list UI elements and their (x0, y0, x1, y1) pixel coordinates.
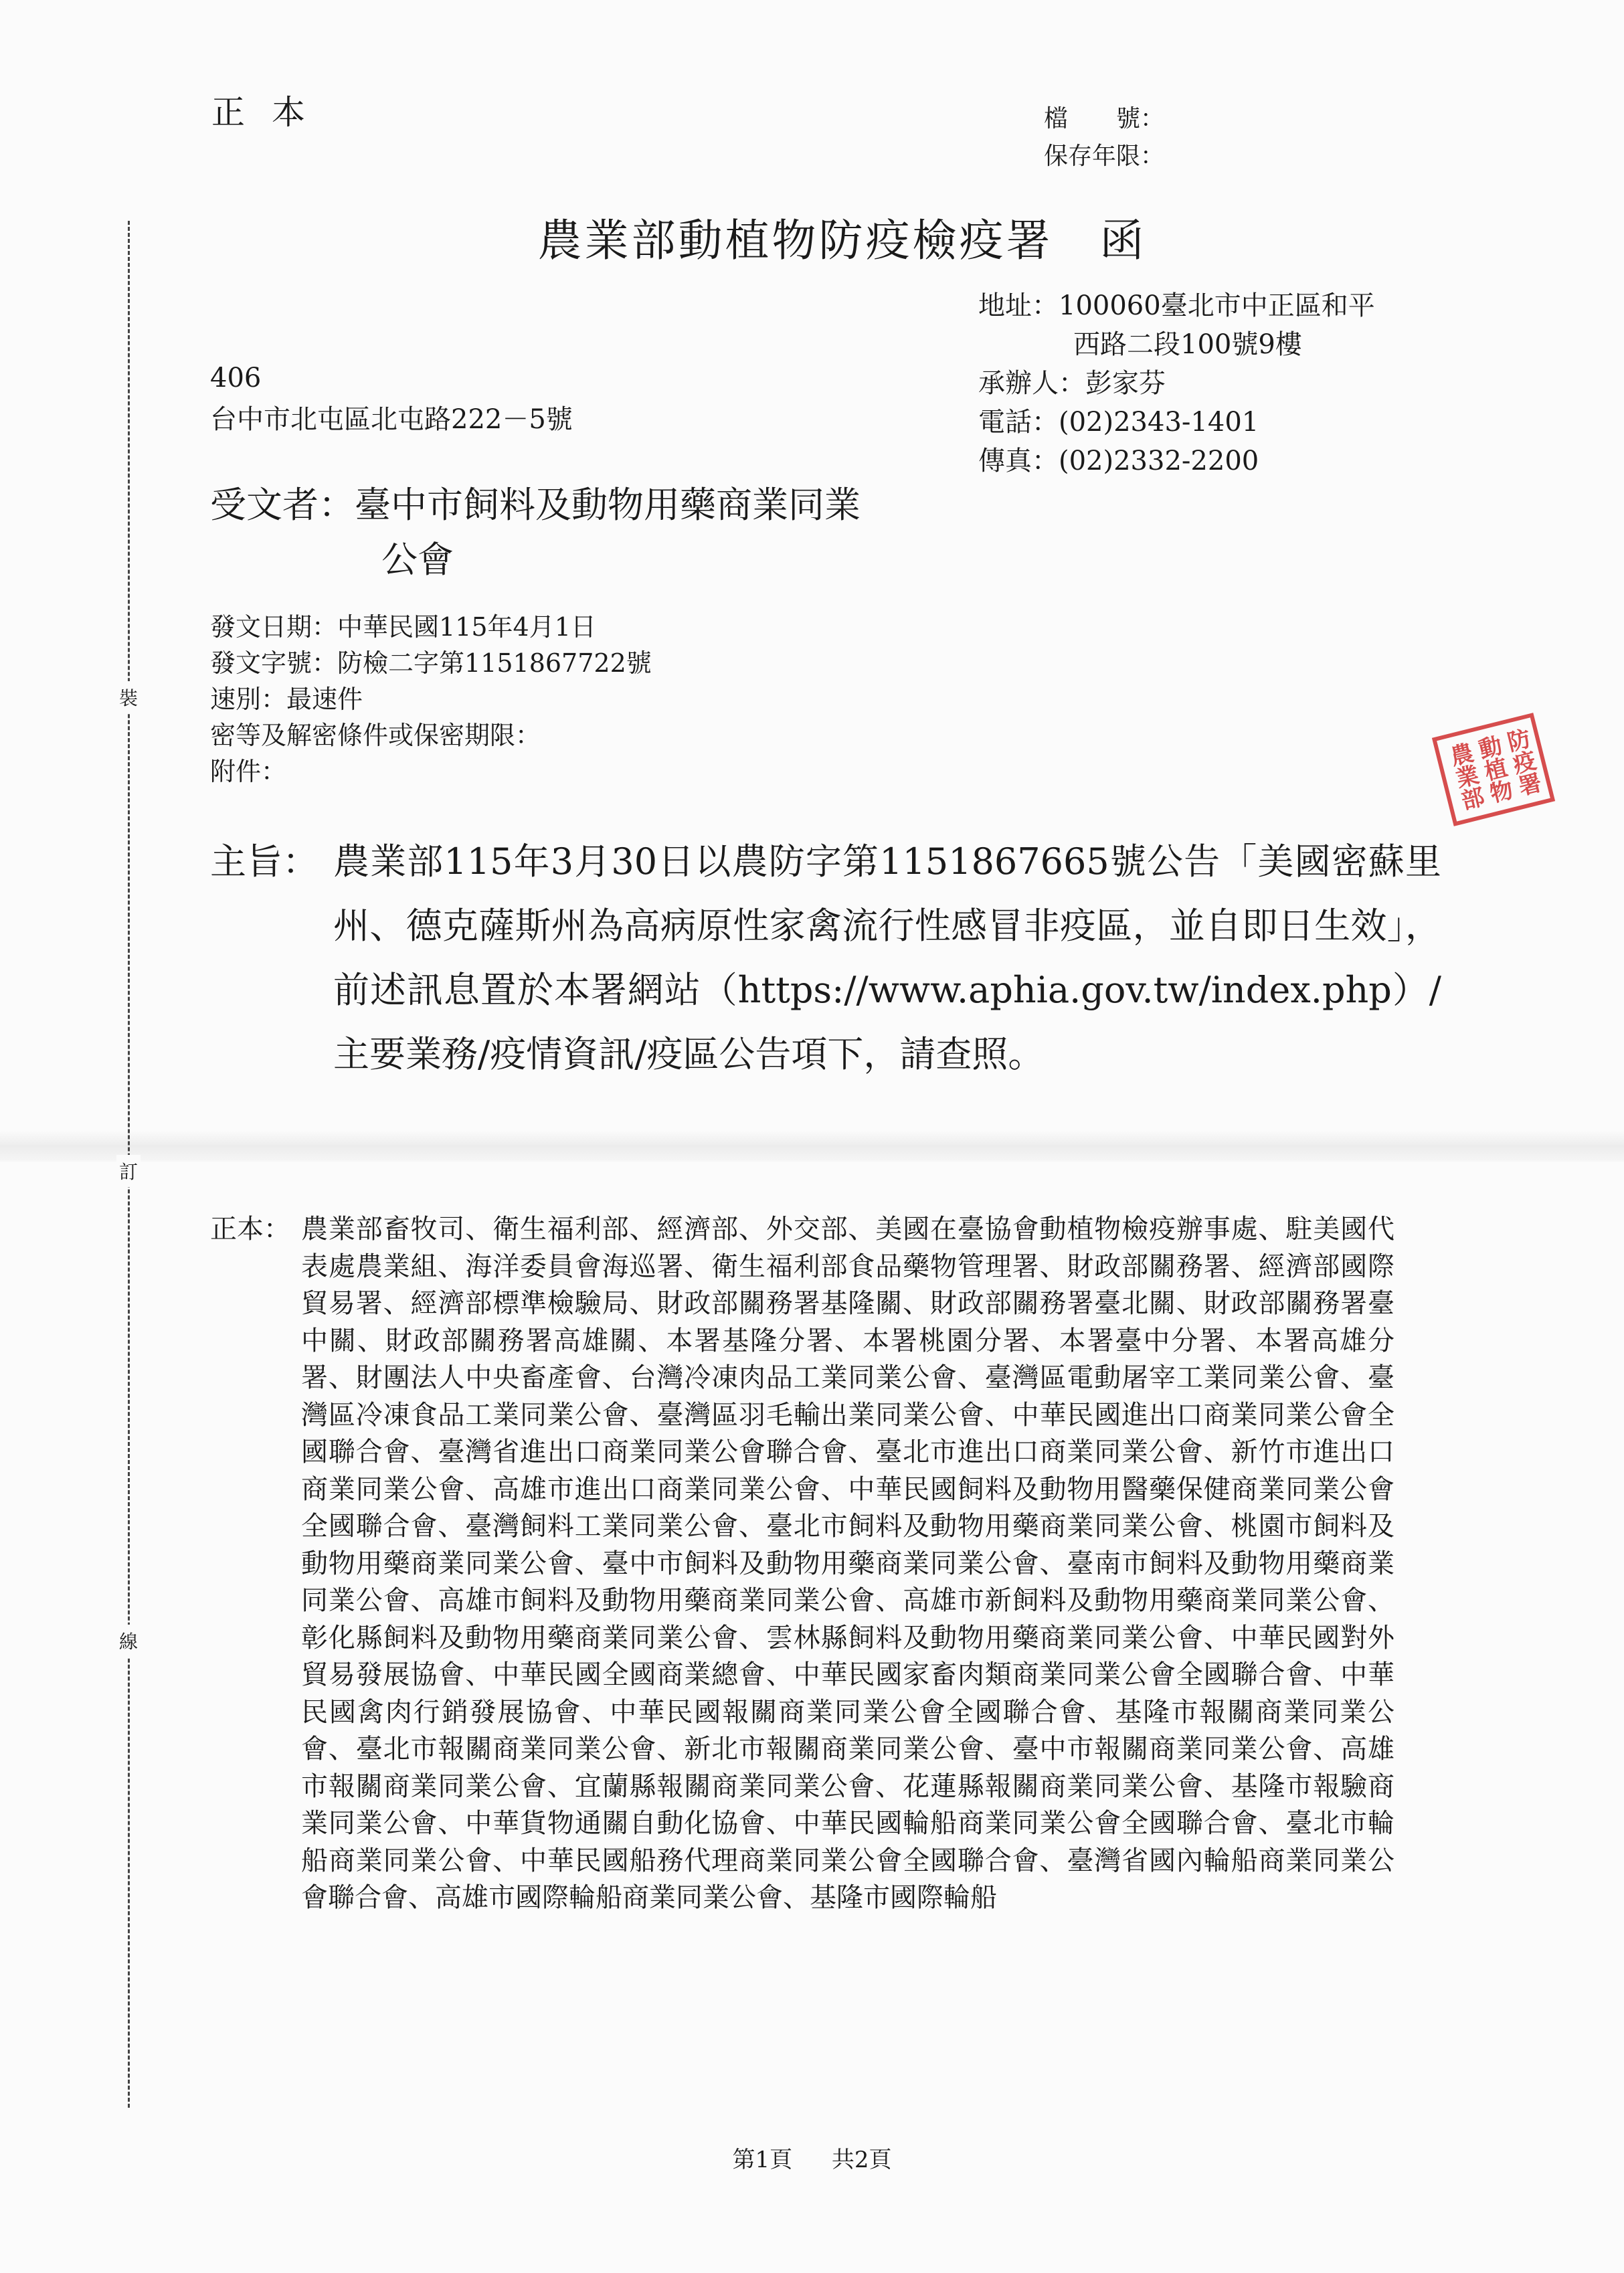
street-address: 台中市北屯區北屯路222－5號 (210, 404, 573, 435)
binding-mark-top: 裝 (116, 681, 141, 713)
page-footer (0, 2141, 1624, 2174)
binding-mark-bottom: 線 (116, 1625, 141, 1657)
distribution-label: 正本： (210, 1214, 290, 1245)
subject-paragraph (210, 830, 1441, 1087)
binding-mark-middle: 訂 (116, 1155, 141, 1187)
postal-code: 406 (210, 363, 262, 393)
seal-text-3: 防疫署 (1500, 726, 1544, 799)
contact-block (978, 286, 1375, 480)
mailing-address (210, 357, 573, 440)
retention-period: 保存年限： (1044, 143, 1165, 170)
recipient-line-2: 公會 (381, 539, 454, 581)
seal-text-1: 農業部 (1443, 740, 1487, 813)
official-seal (1432, 713, 1555, 826)
seal-text-2: 動植物 (1472, 733, 1515, 806)
phone: 電話：(02)2343-1401 (978, 407, 1259, 438)
subject-text: 農業部115年3月30日以農防字第1151867665號公告「美國密蘇里州、德克薩斯州為高病原性家禽流行性感冒非疫區，並自即日生效」，前述訊息置於本署網站（https://www.aphia.gov.tw/index.php）/主要業務/疫情資訊/疫區公告項下，請查照。 (333, 840, 1441, 1075)
page-number: 第1頁 (732, 2147, 793, 2173)
distribution-list (210, 1211, 1394, 1917)
distribution-text: 農業部畜牧司、衛生福利部、經濟部、外交部、美國在臺協會動植物檢疫辦事處、駐美國代表處農業組、海洋委員會海巡署、衛生福利部食品藥物管理署、財政部關務署、經濟部國際貿易署、經濟部標準檢驗局、財政部關務署基隆關、財政部關務署臺北關、財政部關務署臺中關、財政部關務署高雄關、本署基隆分署、本署桃園分署、本署臺中分署、本署高雄分署、財團法人中央畜產會、台灣冷凍肉品工業同業公會、臺灣區電動屠宰工業同業公會、臺灣區冷凍食品工業同業公會、臺灣區羽毛輸出業同業公會、中華民國進出口商業同業公會全國聯合會、臺灣省進出口商業同業公會聯合會、臺北市進出口商業同業公會、新竹市進出口商業同業公會、高雄市進出口商業同業公會、中華民國飼料及動物用醫藥保健商業同業公會全國聯合會、臺灣飼料工業同業公會、臺北市飼料及動物用藥商業同業公會、桃園市飼料及動物用藥商業同業公會、臺中市飼料及動物用藥商業同業公會、臺南市飼料及動物用藥商業同業公會、高雄市飼料及動物用藥商業同業公會、高雄市新飼料及動物用藥商業同業公會、彰化縣飼料及動物用藥商業同業公會、雲林縣飼料及動物用藥商業同業公會、中華民國對外貿易發展協會、中華民國全國商業總會、中華民國家畜肉類商業同業公會全國聯合會、中華民國禽肉行銷發展協會、中華民國報關商業同業公會全國聯合會、基隆市報關商業同業公會、臺北市報關商業同業公會、新北市報關商業同業公會、臺中市報關商業同業公會、高雄市報關商業同業公會、宜蘭縣報關商業同業公會、花蓮縣報關商業同業公會、基隆市報驗商業同業公會、中華貨物通關自動化協會、中華民國輪船商業同業公會全國聯合會、臺北市輪船商業同業公會、中華民國船務代理商業同業公會全國聯合會、臺灣省國內輪船商業同業公會聯合會、高雄市國際輪船商業同業公會、基隆市國際輪船 (301, 1214, 1394, 1913)
attachment: 附件： (210, 757, 287, 786)
file-meta (1044, 100, 1164, 175)
document-title: 農業部動植物防疫檢疫署 函 (537, 215, 1147, 266)
subject-label: 主旨： (210, 840, 319, 883)
document-meta (210, 609, 652, 790)
recipient-line-1: 受文者：臺中市飼料及動物用藥商業同業 (210, 484, 861, 526)
issue-date: 發文日期：中華民國115年4月1日 (210, 612, 596, 642)
copy-label: 正本 (211, 93, 332, 132)
address-line-1: 地址：100060臺北市中正區和平 (978, 290, 1375, 321)
secrecy-level: 密等及解密條件或保密期限： (210, 721, 541, 750)
page-total: 共2頁 (831, 2147, 892, 2173)
handler: 承辦人：彭家芬 (978, 368, 1166, 399)
file-number: 檔 號： (1044, 105, 1165, 132)
recipient (210, 478, 861, 587)
paper-fold-shadow (0, 1131, 1624, 1162)
speed-class: 速別：最速件 (210, 685, 363, 714)
document-number: 發文字號：防檢二字第1151867722號 (210, 648, 652, 678)
fax: 傳真：(02)2332-2200 (978, 446, 1259, 476)
address-line-2: 西路二段100號9樓 (1073, 329, 1302, 360)
